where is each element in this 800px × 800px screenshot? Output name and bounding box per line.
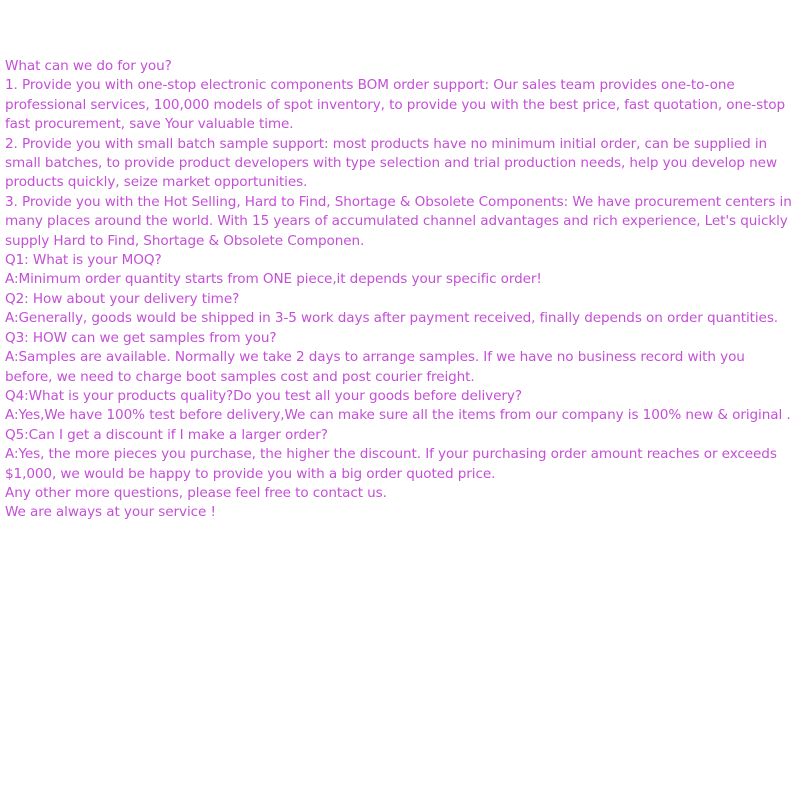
faq-answer-samples: A:Samples are available. Normally we take 2 days to arrange samples. If we have no business record with you before, we need to charge boot samples cost and post courier freight. bbox=[5, 349, 745, 385]
service-item-hard-to-find: 3. Provide you with the Hot Selling, Hard to Find, Shortage & Obsolete Components: We have procurement centers in many places around the world. With 15 years of accumulated channel advantages and rich experience, Let's quickly supply Hard to Find, Shortage & Obsolete Componen. bbox=[5, 193, 792, 249]
closing-service-text: We are always at your service ! bbox=[5, 504, 216, 521]
faq-answer-delivery: A:Generally, goods would be shipped in 3-5 work days after payment received, finally depends on order quantities. bbox=[5, 310, 779, 327]
faq-question-quality: Q4:What is your products quality?Do you test all your goods before delivery? bbox=[5, 387, 522, 404]
intro-heading: What can we do for you? bbox=[5, 58, 172, 74]
faq-question-delivery: Q2: How about your delivery time? bbox=[5, 290, 240, 307]
faq-question-moq: Q1: What is your MOQ? bbox=[5, 252, 162, 269]
faq-answer-quality: A:Yes,We have 100% test before delivery,We can make sure all the items from our company is 100% new & original . bbox=[5, 407, 791, 424]
faq-answer-discount: A:Yes, the more pieces you purchase, the higher the discount. If your purchasing order amount reaches or exceeds $1,000, we would be happy to provide you with a big order quoted price. bbox=[5, 446, 777, 482]
closing-contact-text: Any other more questions, please feel free to contact us. bbox=[5, 484, 387, 501]
faq-answer-moq: A:Minimum order quantity starts from ONE piece,it depends your specific order! bbox=[5, 271, 542, 288]
faq-question-discount: Q5:Can I get a discount if I make a larger order? bbox=[5, 426, 328, 443]
faq-question-samples: Q3: HOW can we get samples from you? bbox=[5, 329, 277, 346]
faq-document bbox=[5, 57, 796, 523]
service-item-sample-support: 2. Provide you with small batch sample support: most products have no minimum initial order, can be supplied in small batches, to provide product developers with type selection and trial production needs, help you develop new products quickly, seize market opportunities. bbox=[5, 135, 777, 191]
service-item-bom-support: 1. Provide you with one-stop electronic components BOM order support: Our sales team provides one-to-one professional services, 100,000 models of spot inventory, to provide you with the best price, fast quotation, one-stop fast procurement, save Your valuable time. bbox=[5, 77, 786, 133]
